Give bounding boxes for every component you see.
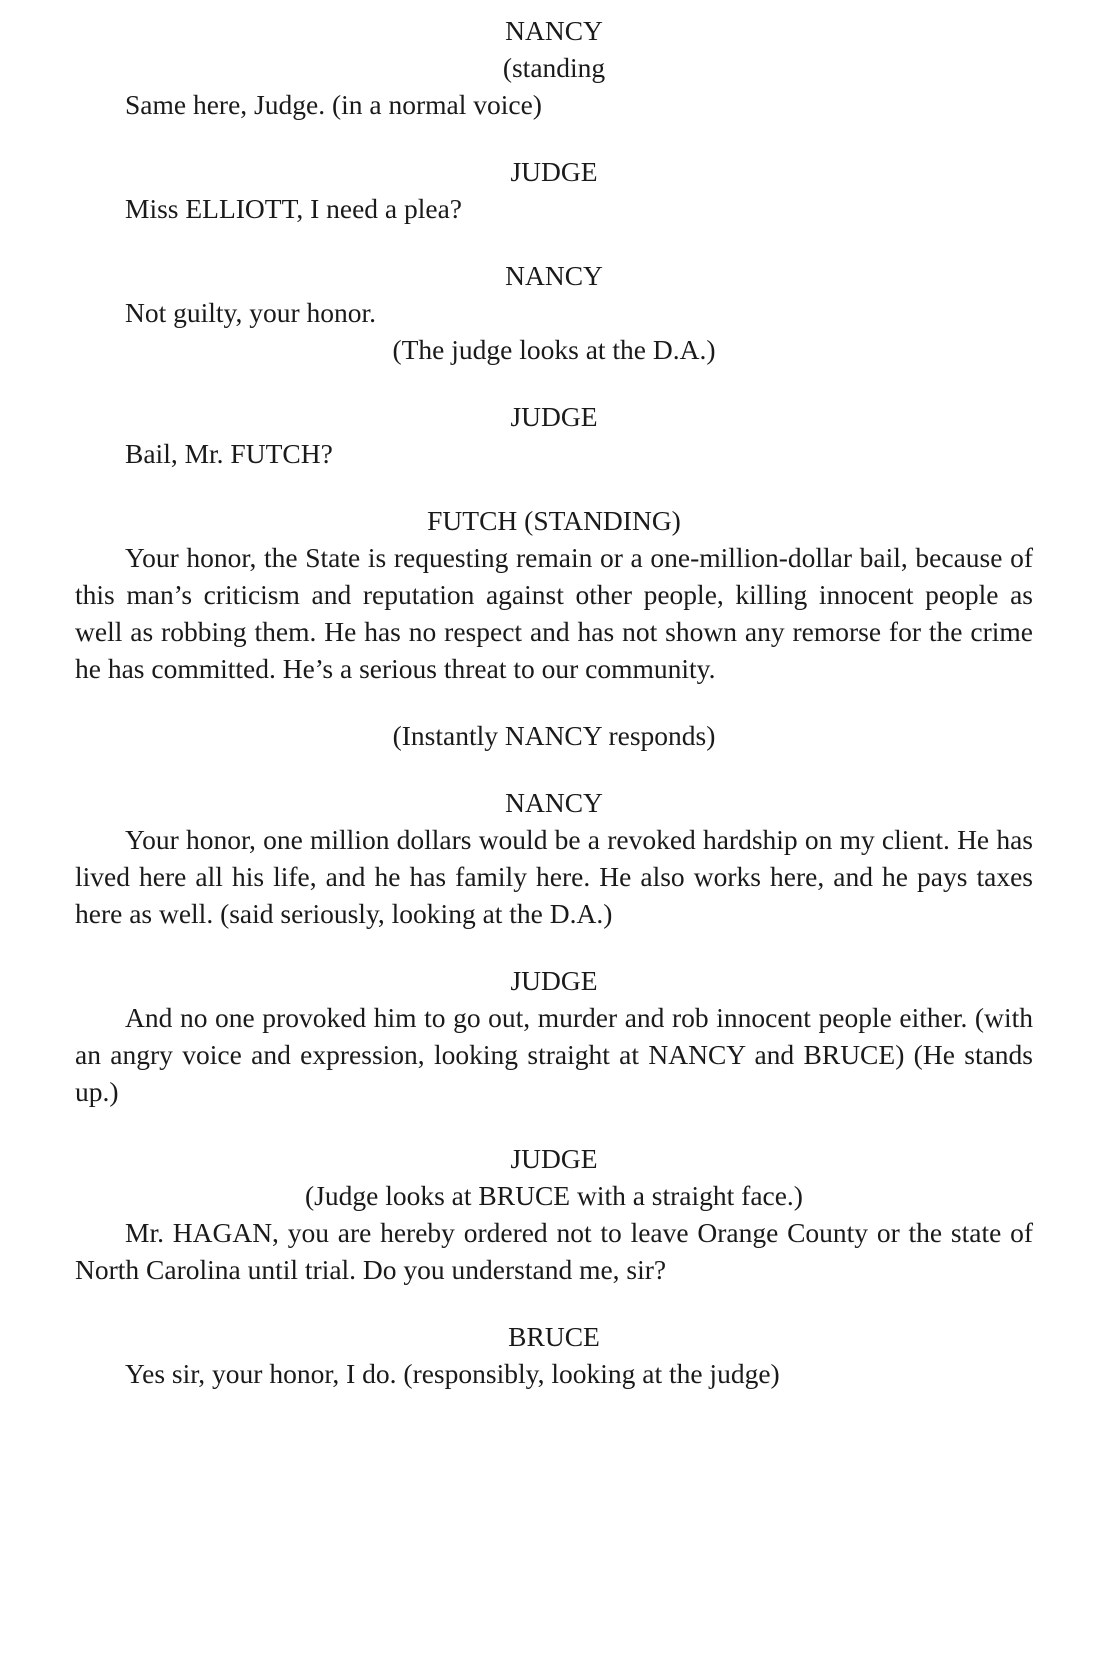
dialogue-paragraph: Mr. HAGAN, you are hereby ordered not to leave Orange County or the state of North Carolina until trial. Do you understand me, sir? <box>75 1217 1033 1285</box>
speaker-name: NANCY <box>505 260 603 291</box>
speaker-name: JUDGE <box>510 1143 598 1174</box>
speaker-name: BRUCE <box>508 1321 600 1352</box>
dialogue-paragraph: And no one provoked him to go out, murder and rob innocent people either. (with an angry voice and expression, looking straight at NANCY and BRUCE) (He stands up.) <box>75 1002 1033 1107</box>
dialogue-paragraph: Your honor, the State is requesting remain or a one-million-dollar bail, because of this man’s criticism and reputation against other people, killing innocent people as well as robbing them. He has no respect and has not shown any remorse for the crime he has committed. He’s a serious threat to our community. <box>75 542 1033 684</box>
speaker-name: JUDGE <box>510 156 598 187</box>
dialogue-line: Not guilty, your honor. <box>125 297 377 328</box>
stage-direction: (standing <box>502 52 606 83</box>
stage-direction: (Instantly NANCY responds) <box>392 720 716 751</box>
dialogue-paragraph: Your honor, one million dollars would be a revoked hardship on my client. He has lived here all his life, and he has family here. He also works here, and he pays taxes here as well. (said seriously, looking at the D.A.) <box>75 824 1033 929</box>
script-page <box>75 12 1033 1392</box>
speaker-name: JUDGE <box>510 965 598 996</box>
speaker-name: NANCY <box>505 15 603 46</box>
dialogue-line: Miss ELLIOTT, I need a plea? <box>125 193 462 224</box>
dialogue-line: Yes sir, your honor, I do. (responsibly, looking at the judge) <box>125 1358 780 1389</box>
stage-direction: (The judge looks at the D.A.) <box>392 334 716 365</box>
speaker-name: JUDGE <box>510 401 598 432</box>
speaker-name: FUTCH (STANDING) <box>427 505 681 536</box>
dialogue-line: Same here, Judge. (in a normal voice) <box>125 89 542 120</box>
speaker-name: NANCY <box>505 787 603 818</box>
stage-direction: (Judge looks at BRUCE with a straight face.) <box>305 1180 803 1211</box>
dialogue-line: Bail, Mr. FUTCH? <box>125 438 333 469</box>
